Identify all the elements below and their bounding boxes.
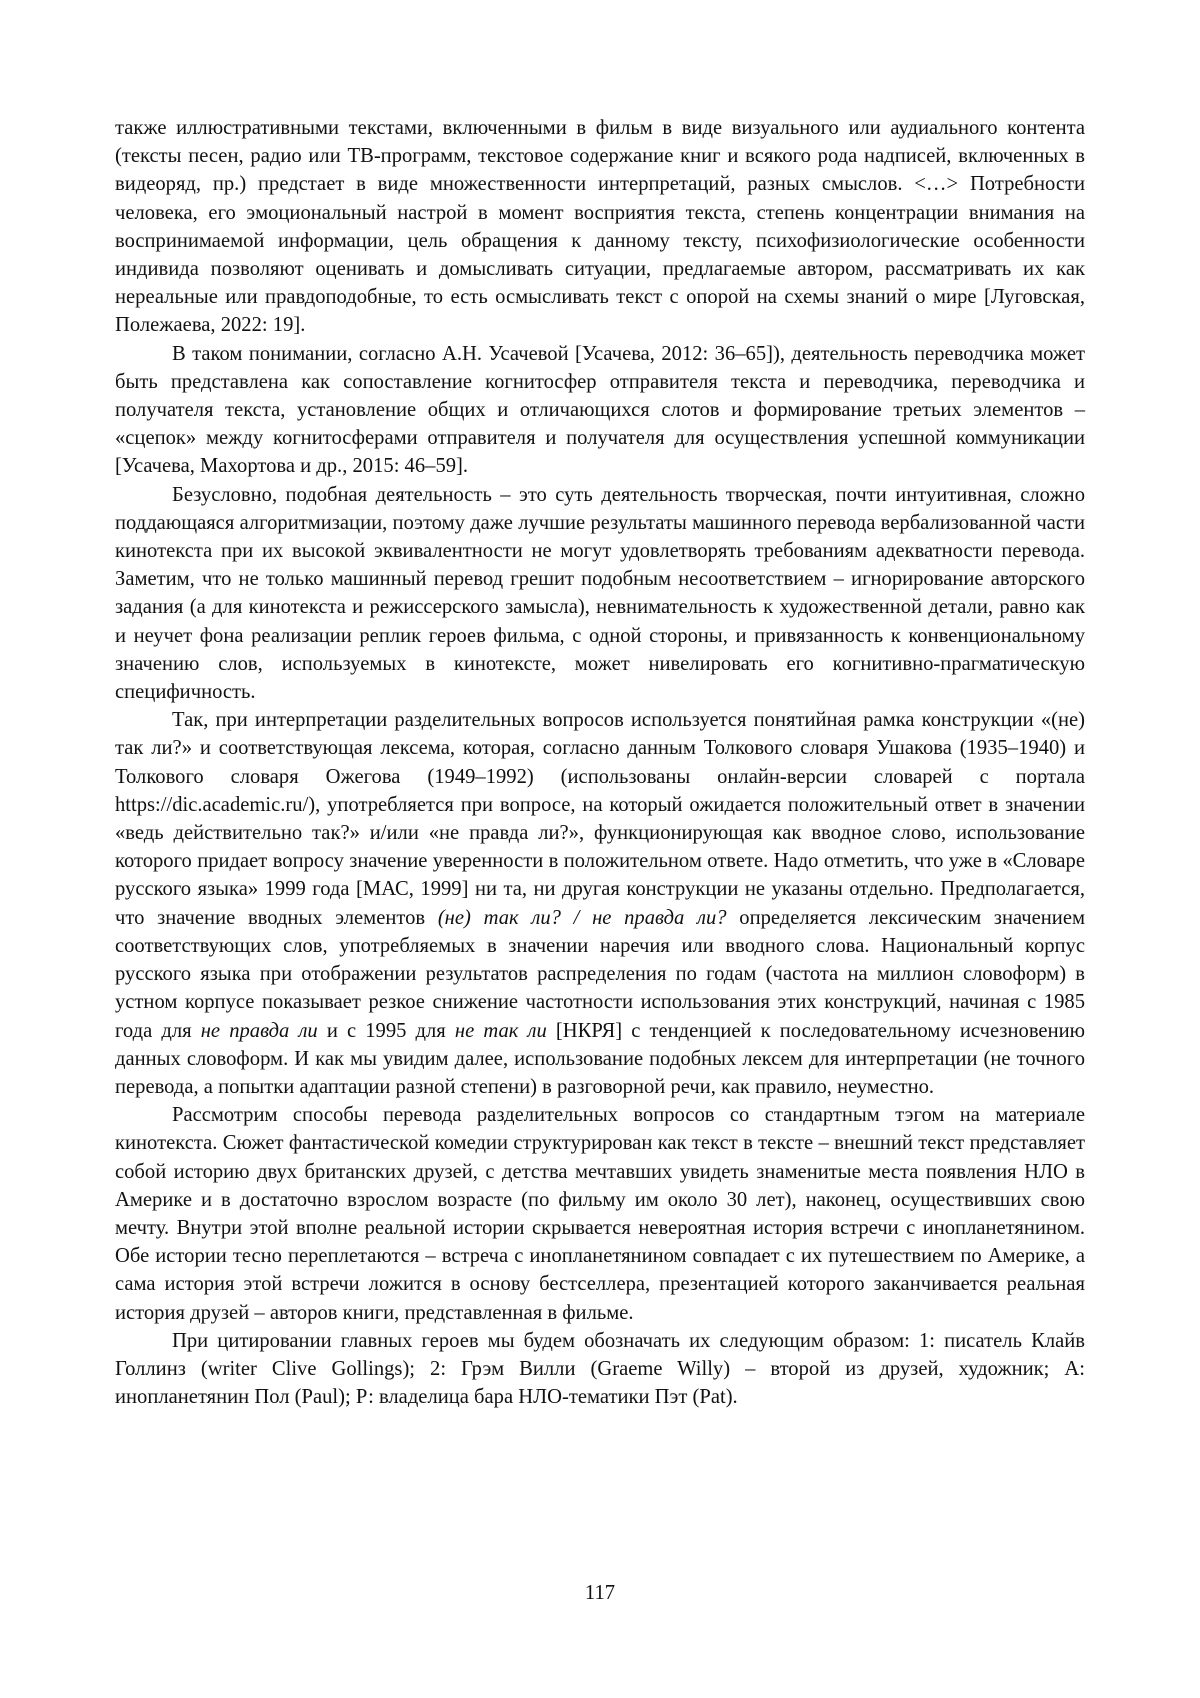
paragraph-text: При цитировании главных героев мы будем обозначать их следующим образом: 1: писатель Клайв Голлинз (writer Clive Gollings); 2: Грэм Вилли (Graeme Willy) – второй из друзей, художник; А: инопланетянин Пол (Paul); Р: владелица бара НЛО-тематики Пэт (Pat).	[115, 1329, 1085, 1409]
paragraph-5	[115, 1101, 1085, 1327]
italic-term: не правда ли	[200, 1019, 318, 1042]
paragraph-text: [НКРЯ] с тенденцией к последовательному исчезновению данных словоформ. И как мы увидим далее, использование подобных лексем для интерпретации (не точного перевода, а попытки адаптации разной степени) в разговорной речи, как правило, неуместно.	[115, 1019, 1085, 1098]
paragraph-1	[115, 114, 1085, 340]
paragraph-text: В таком понимании, согласно А.Н. Усачевой [Усачева, 2012: 36–65]), деятельность переводчика может быть представлена как сопоставление когнитосфер отправителя текста и переводчика, переводчика и получателя текста, установление общих и отличающихся слотов и формирование третьих элементов – «сцепок» между когнитосферами отправителя и получателя для осуществления успешной коммуникации [Усачева, Махортова и др., 2015: 46–59].	[115, 342, 1085, 478]
paragraph-text: Безусловно, подобная деятельность – это суть деятельность творческая, почти интуитивная, сложно поддающаяся алгоритмизации, поэтому даже лучшие результаты машинного перевода вербализованной части кинотекста при их высокой эквивалентности не могут удовлетворять требованиям адекватности перевода. Заметим, что не только машинный перевод грешит подобным несоответствием – игнорирование авторского задания (а для кинотекста и режиссерского замысла), невнимательность к художественной детали, равно как и неучет фона реализации реплик героев фильма, с одной стороны, и привязанность к конвенциональному значению слов, используемых в кинотексте, может нивелировать его когнитивно-прагматическую специфичность.	[115, 483, 1085, 704]
page-number: 117	[584, 1582, 616, 1604]
paragraph-3	[115, 481, 1085, 707]
paragraph-6	[115, 1327, 1085, 1412]
paragraph-text: Так, при интерпретации разделительных вопросов используется понятийная рамка конструкции «(не) так ли?» и соответствующая лексема, которая, согласно данным Толкового словаря Ушакова (1935–1940) и Толкового словаря Ожегова (1949–1992) (использованы онлайн-версии словарей с портала https://dic.academic.ru/), употребляется при вопросе, на который ожидается положительный ответ в значении «ведь действительно так?» и/или «не правда ли?», функционирующая как вводное слово, использование которого придает вопросу значение уверенности в положительном ответе. Надо отметить, что уже в «Словаре русского языка» 1999 года [МАС, 1999] ни та, ни другая конструкции не указаны отдельно. Предполагается, что значение вводных элементов	[115, 709, 1085, 929]
paragraph-text: Рассмотрим способы перевода разделительных вопросов со стандартным тэгом на материале кинотекста. Сюжет фантастической комедии структурирован как текст в тексте – внешний текст представляет собой историю двух британских друзей, с детства мечтавших увидеть знаменитые места появления НЛО в Америке и в достаточно взрослом возрасте (по фильму им около 30 лет), наконец, осуществивших свою мечту. Внутри этой вполне реальной истории скрывается невероятная история встречи с инопланетянином. Обе истории тесно переплетаются – встреча с инопланетянином совпадает с их путешествием по Америке, а сама история этой встречи ложится в основу бестселлера, презентацией которого заканчивается реальная история друзей – авторов книги, представленная в фильме.	[115, 1104, 1085, 1324]
body-text	[115, 114, 1085, 1411]
italic-term: не так ли	[454, 1019, 547, 1042]
paragraph-2	[115, 340, 1085, 481]
paragraph-text: и с 1995 для	[317, 1019, 455, 1042]
paragraph-text: также иллюстративными текстами, включенными в фильм в виде визуального или аудиального контента (тексты песен, радио или ТВ-программ, текстовое содержание книг и всякого рода надписей, включенных в видеоряд, пр.) предстает в виде множественности интерпретаций, разных смыслов. <…> Потребности человека, его эмоциональный настрой в момент восприятия текста, степень концентрации внимания на воспринимаемой информации, цель обращения к данному тексту, психофизиологические особенности индивида позволяют оценивать и домысливать ситуации, предлагаемые автором, рассматривать их как нереальные или правдоподобные, то есть осмысливать текст с опорой на схемы знаний о мире [Луговская, Полежаева, 2022: 19].	[115, 117, 1085, 337]
paragraph-4	[115, 706, 1085, 1101]
paragraph-text: определяется лексическим значением соответствующих слов, употребляемых в значении наречия или вводного слова. Национальный корпус русского языка при отображении результатов распределения по годам (частота на миллион словоформ) в устном корпусе показывает резкое снижение частотности использования этих конструкций, начиная с 1985 года для	[115, 906, 1085, 1042]
italic-term: (не) так ли? / не правда ли?	[437, 906, 727, 929]
